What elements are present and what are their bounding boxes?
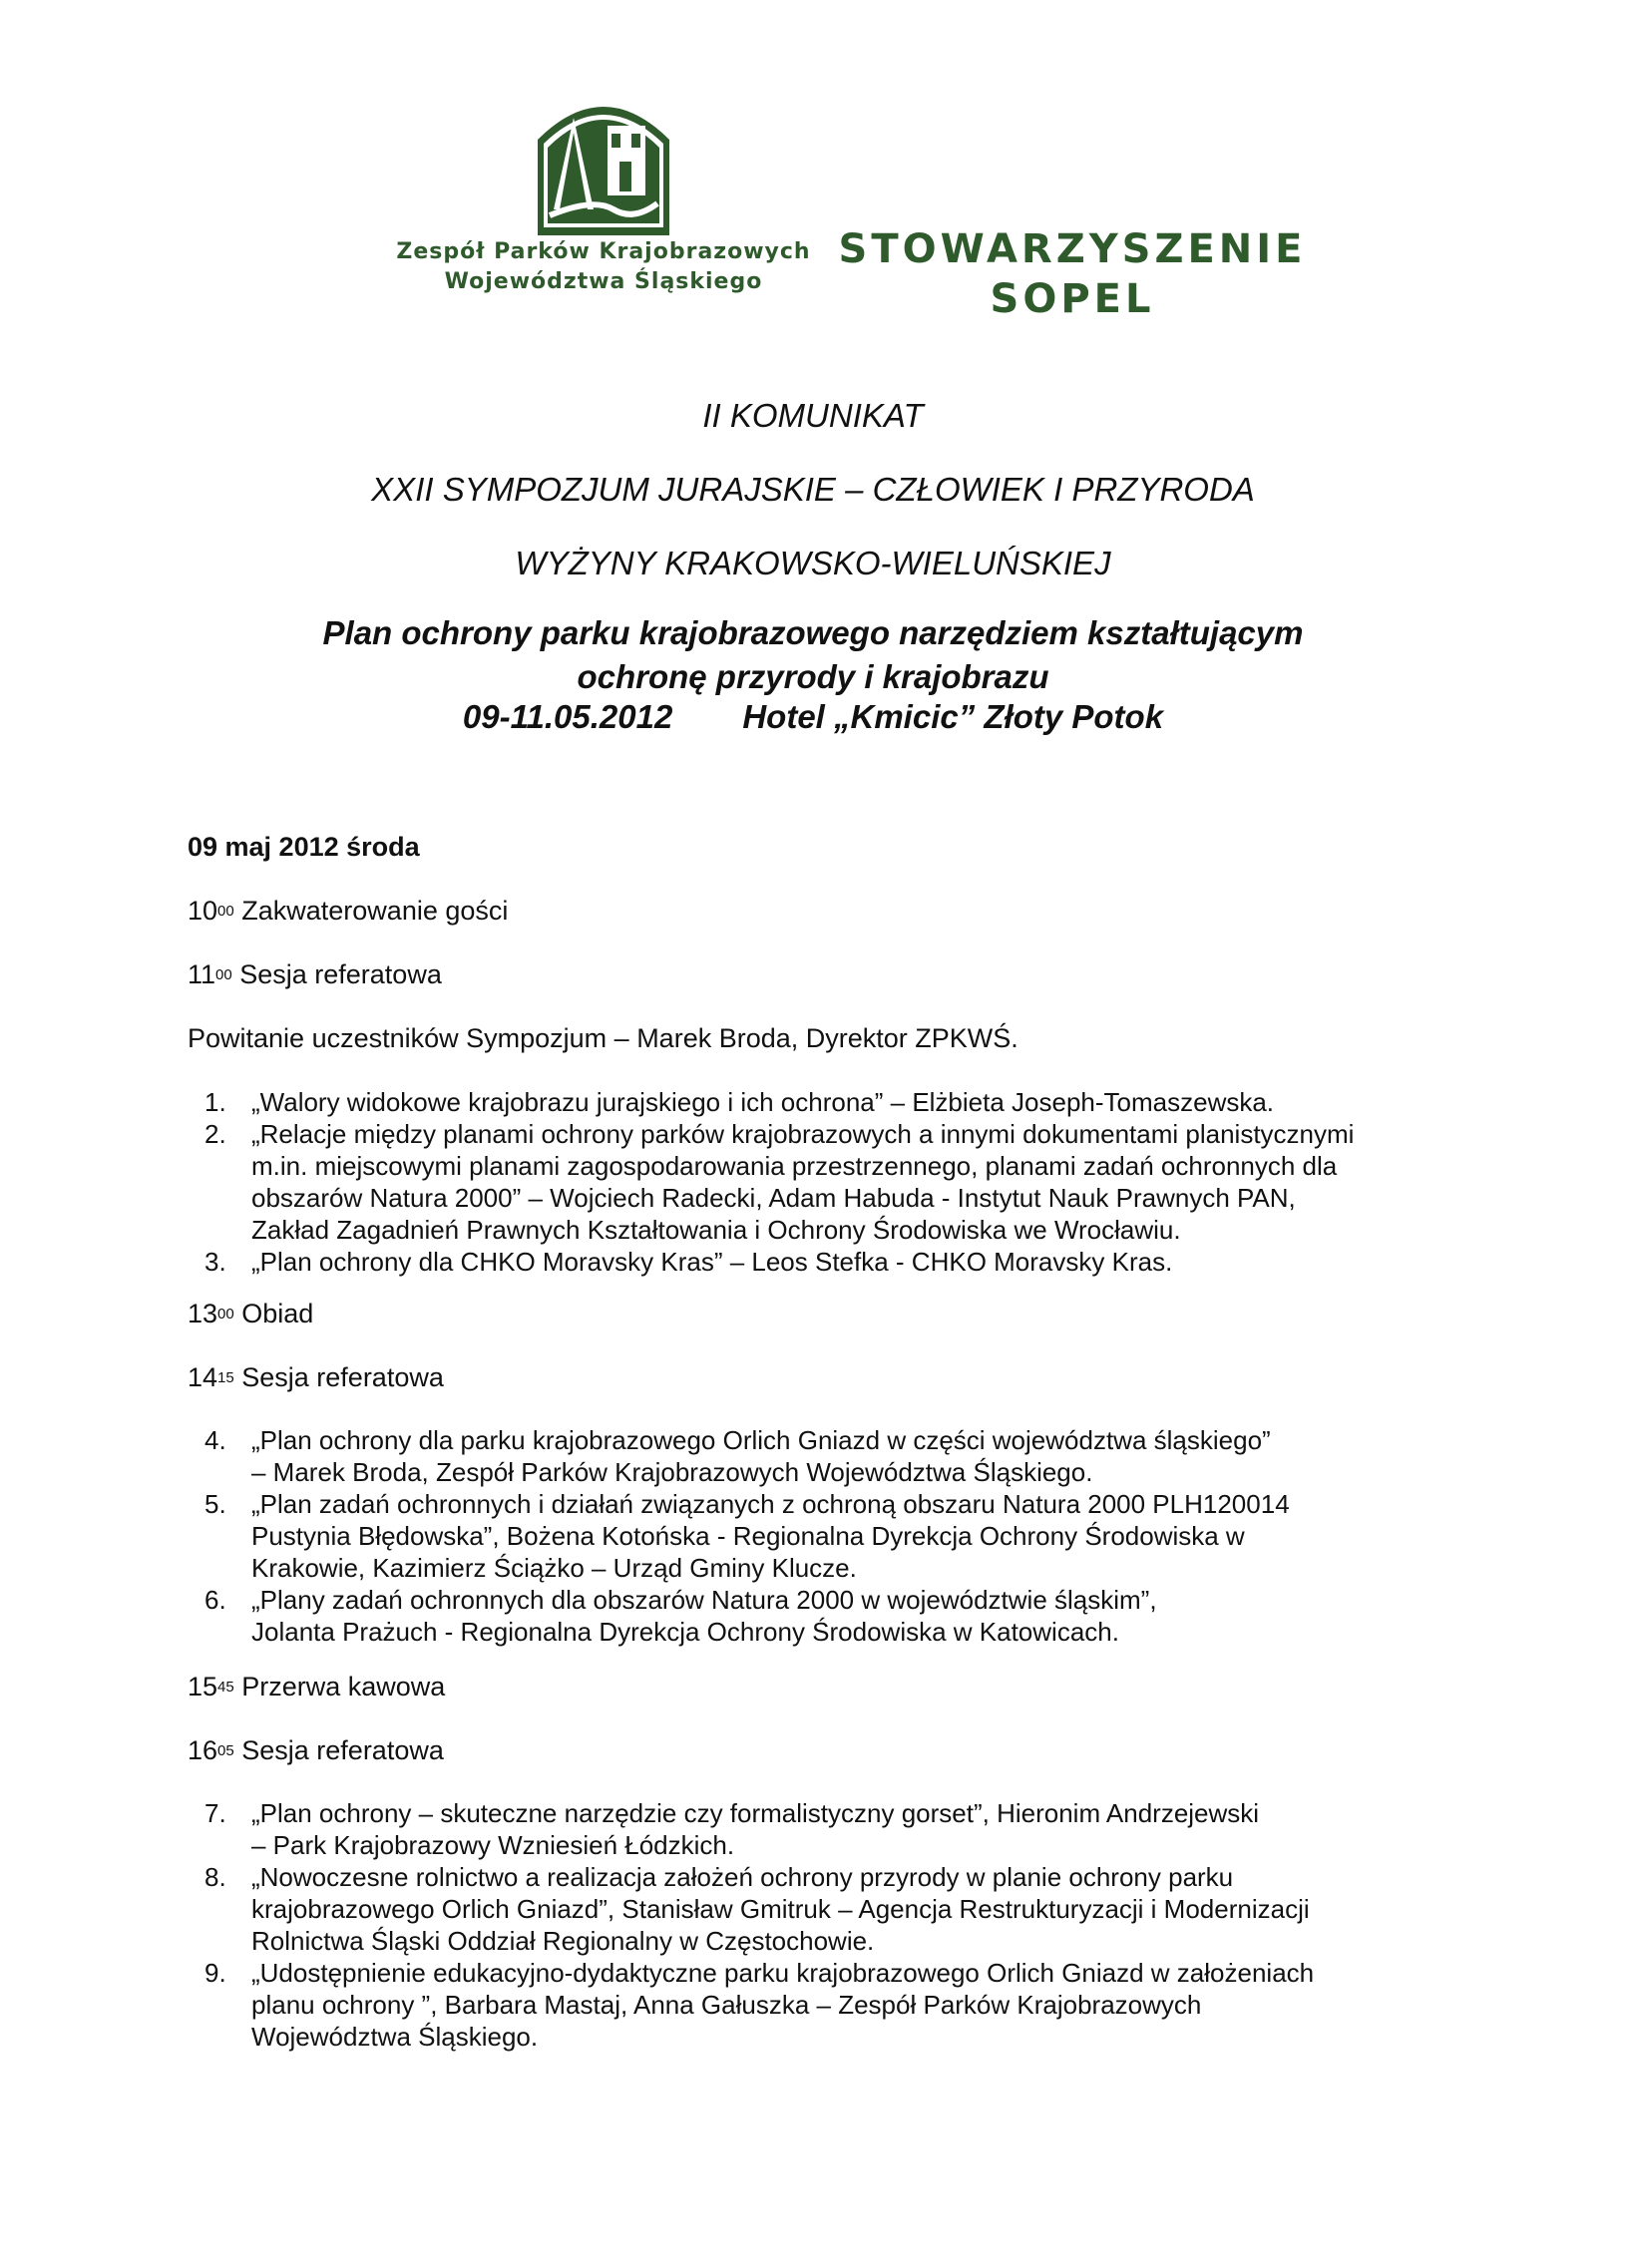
schedule-item: $15^{45}$ Przerwa kawowa: [188, 1672, 446, 1701]
list-item: 8. „Nowoczesne rolnictwo a realizacja założeń ochrony przyrody w planie ochrony parku krajobrazowego Orlich Gniazd”, Stanisław Gmitruk – Agencja Restrukturyzacji i Modernizacji Rolnictwa Śląski Oddział Regionalny w Częstochowie.: [204, 1862, 1310, 1956]
region-title: WYŻYNY KRAKOWSKO-WIELUŃSKIEJ: [515, 545, 1111, 581]
list-item: 4. „Plan ochrony dla parku krajobrazowego Orlich Gniazd w części województwa śląskiego” – Marek Broda, Zespół Parków Krajobrazowych Województwa Śląskiego.: [204, 1425, 1271, 1487]
list-item: 5. „Plan zadań ochronnych i działań związanych z ochroną obszaru Natura 2000 PLH120014 Pustynia Błędowska”, Bożena Kotońska - Regionalna Dyrekcja Ochrony Środowiska w Krakowie, Kazimierz Ściążko – Urząd Gminy Klucze.: [204, 1489, 1290, 1583]
schedule-item: $13^{00}$ Obiad: [188, 1299, 314, 1328]
list-item: 6. „Plany zadań ochronnych dla obszarów Natura 2000 w województwie śląskim”, Jolanta Prażuch - Regionalna Dyrekcja Ochrony Środowiska w Katowicach.: [204, 1585, 1157, 1647]
dates-venue-line: [0, 698, 1626, 736]
org-name-line2: Województwa Śląskiego: [444, 269, 763, 294]
list-item: 9. „Udostępnienie edukacyjno-dydaktyczne parku krajobrazowego Orlich Gniazd w założeniach planu ochrony ”, Barbara Mastaj, Anna Gałuszka – Zespół Parków Krajobrazowych Województwa Śląskiego.: [204, 1958, 1315, 2052]
tree-castle-logo-icon: [534, 78, 673, 237]
sopel-line1: STOWARZYSZENIE: [838, 226, 1307, 272]
event-dates: 09-11.05.2012: [462, 698, 673, 735]
schedule-item: $16^{05}$ Sesja referatowa: [188, 1735, 444, 1765]
welcome-text: Powitanie uczestników Sympozjum – Marek Broda, Dyrektor ZPKWŚ.: [188, 1023, 1018, 1053]
list-item: 1. „Walory widokowe krajobrazu jurajskiego i ich ochrona” – Elżbieta Joseph-Tomaszewska.: [204, 1087, 1275, 1117]
event-venue: Hotel „Kmicic” Złoty Potok: [742, 698, 1164, 735]
list-item: 2. „Relacje między planami ochrony parków krajobrazowych a innymi dokumentami planistycznymi m.in. miejscowymi planami zagospodarowania przestrzennego, planami zadań ochronnych dla obszarów Natura 2000” – Wojciech Radecki, Adam Habuda - Instytut Nauk Prawnych PAN, Zakład Zagadnień Prawnych Kształtowania i Ochrony Środowiska we Wrocławiu.: [204, 1119, 1355, 1245]
schedule-item: $10^{00}$ Zakwaterowanie gości: [188, 896, 509, 926]
list-item: 7. „Plan ochrony – skuteczne narzędzie czy formalistyczny gorset”, Hieronim Andrzejewski – Park Krajobrazowy Wzniesień Łódzkich.: [204, 1798, 1260, 1860]
sopel-line2: SOPEL: [990, 276, 1155, 322]
theme-line1: Plan ochrony parku krajobrazowego narzędziem kształtującym: [322, 614, 1304, 651]
list-item: 3. „Plan ochrony dla CHKO Moravsky Kras” – Leos Stefka - CHKO Moravsky Kras.: [204, 1247, 1173, 1277]
logo-zpkws: [384, 78, 823, 297]
symposium-title: XXII SYMPOZJUM JURAJSKIE – CZŁOWIEK I PRZYRODA: [371, 471, 1255, 508]
schedule-item: $14^{15}$ Sesja referatowa: [188, 1362, 444, 1392]
theme-line2: ochronę przyrody i krajobrazu: [577, 658, 1049, 695]
komunikat-title: II KOMUNIKAT: [702, 397, 924, 434]
day-heading: 09 maj 2012 środa: [188, 832, 420, 862]
logo-sopel: [838, 227, 1307, 321]
session1-list: [188, 1086, 1474, 1278]
session3-list: [188, 1797, 1474, 2053]
session2-list: [188, 1424, 1474, 1648]
schedule-item: $11^{00}$ Sesja referatowa: [188, 959, 442, 989]
org-name-line1: Zespół Parków Krajobrazowych: [396, 239, 811, 264]
